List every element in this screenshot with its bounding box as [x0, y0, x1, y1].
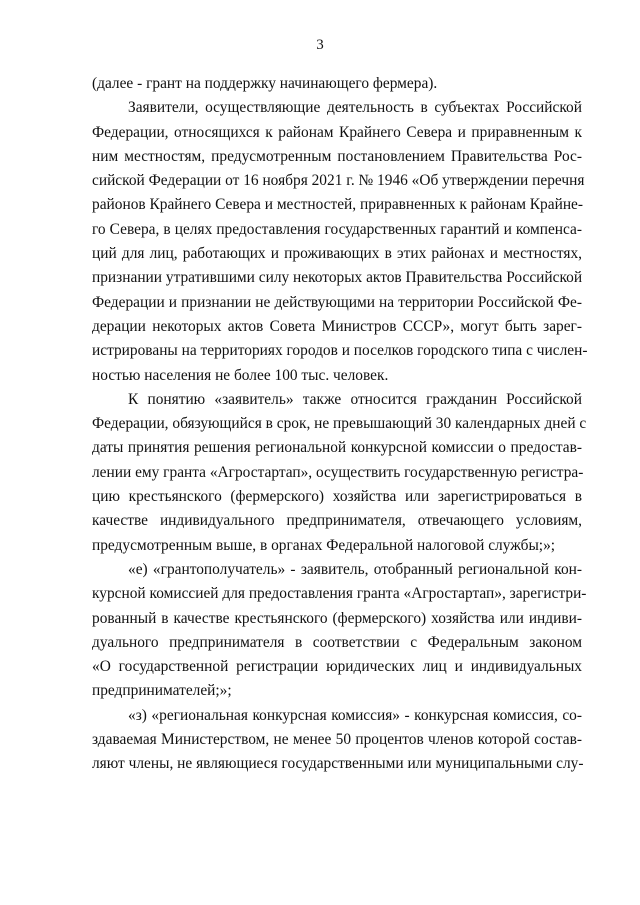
text-line: Федерации и признании не действующими на территории Российской Фе-: [92, 293, 582, 311]
text-line: курсной комиссией для предоставления гранта «Агростартап», зарегистри-: [92, 585, 587, 603]
text-line: го Севера, в целях предоставления государственных гарантий и компенса-: [92, 220, 582, 238]
text-line: Заявители, осуществляющие деятельность в субъектах Российской: [128, 99, 582, 117]
text-line: ностью населения не более 100 тыс. человек.: [92, 366, 389, 384]
text-line: истрированы на территориях городов и поселков городского типа с числен-: [92, 342, 588, 360]
text-line: «з) «региональная конкурсная комиссия» - конкурсная комиссия, со-: [128, 706, 582, 724]
text-line: даты принятия решения региональной конкурсной комиссии о предостав-: [92, 439, 582, 457]
text-line: ним местностям, предусмотренным постановлением Правительства Рос-: [92, 147, 582, 165]
text-line: (далее - грант на поддержку начинающего фермера).: [92, 75, 438, 92]
text-line: Федерации, относящихся к районам Крайнего Севера и приравненным к: [92, 123, 582, 141]
text-line: дуального предпринимателя в соответствии с Федеральным законом: [92, 633, 582, 651]
text-line: сийской Федерации от 16 ноября 2021 г. № 1946 «Об утверждении перечня: [92, 172, 585, 190]
document-body: [92, 72, 588, 777]
text-line: предусмотренным выше, в органах Федеральной налоговой службы;»;: [92, 536, 556, 554]
text-line: предпринимателей;»;: [92, 682, 232, 700]
text-line: цию крестьянского (фермерского) хозяйства или зарегистрироваться в: [92, 488, 582, 506]
text-line: ций для лиц, работающих и проживающих в этих районах и местностях,: [92, 245, 582, 263]
text-line: рованный в качестве крестьянского (фермерского) хозяйства или индиви-: [92, 609, 582, 627]
text-line: признании утратившими силу некоторых актов Правительства Российской: [92, 269, 583, 287]
text-line: К понятию «заявитель» также относится гражданин Российской: [128, 390, 582, 408]
text-line: дерации некоторых актов Совета Министров СССР», могут быть зарег-: [92, 317, 582, 335]
text-line: «О государственной регистрации юридических лиц и индивидуальных: [92, 658, 582, 676]
text-line: лении ему гранта «Агростартап», осуществить государственную регистра-: [92, 463, 584, 481]
text-line: районов Крайнего Севера и местностей, приравненных к районам Крайне-: [92, 196, 584, 214]
page-number: 3: [316, 37, 324, 53]
text-line: «е) «грантополучатель» - заявитель, отобранный региональной кон-: [128, 560, 582, 578]
text-line: здаваемая Министерством, не менее 50 процентов членов которой состав-: [92, 731, 582, 749]
text-line: качестве индивидуального предпринимателя, отвечающего условиям,: [92, 512, 582, 530]
text-line: Федерации, обязующийся в срок, не превышающий 30 календарных дней с: [92, 415, 587, 433]
text-line: ляют члены, не являющиеся государственными или муниципальными слу-: [92, 755, 584, 773]
